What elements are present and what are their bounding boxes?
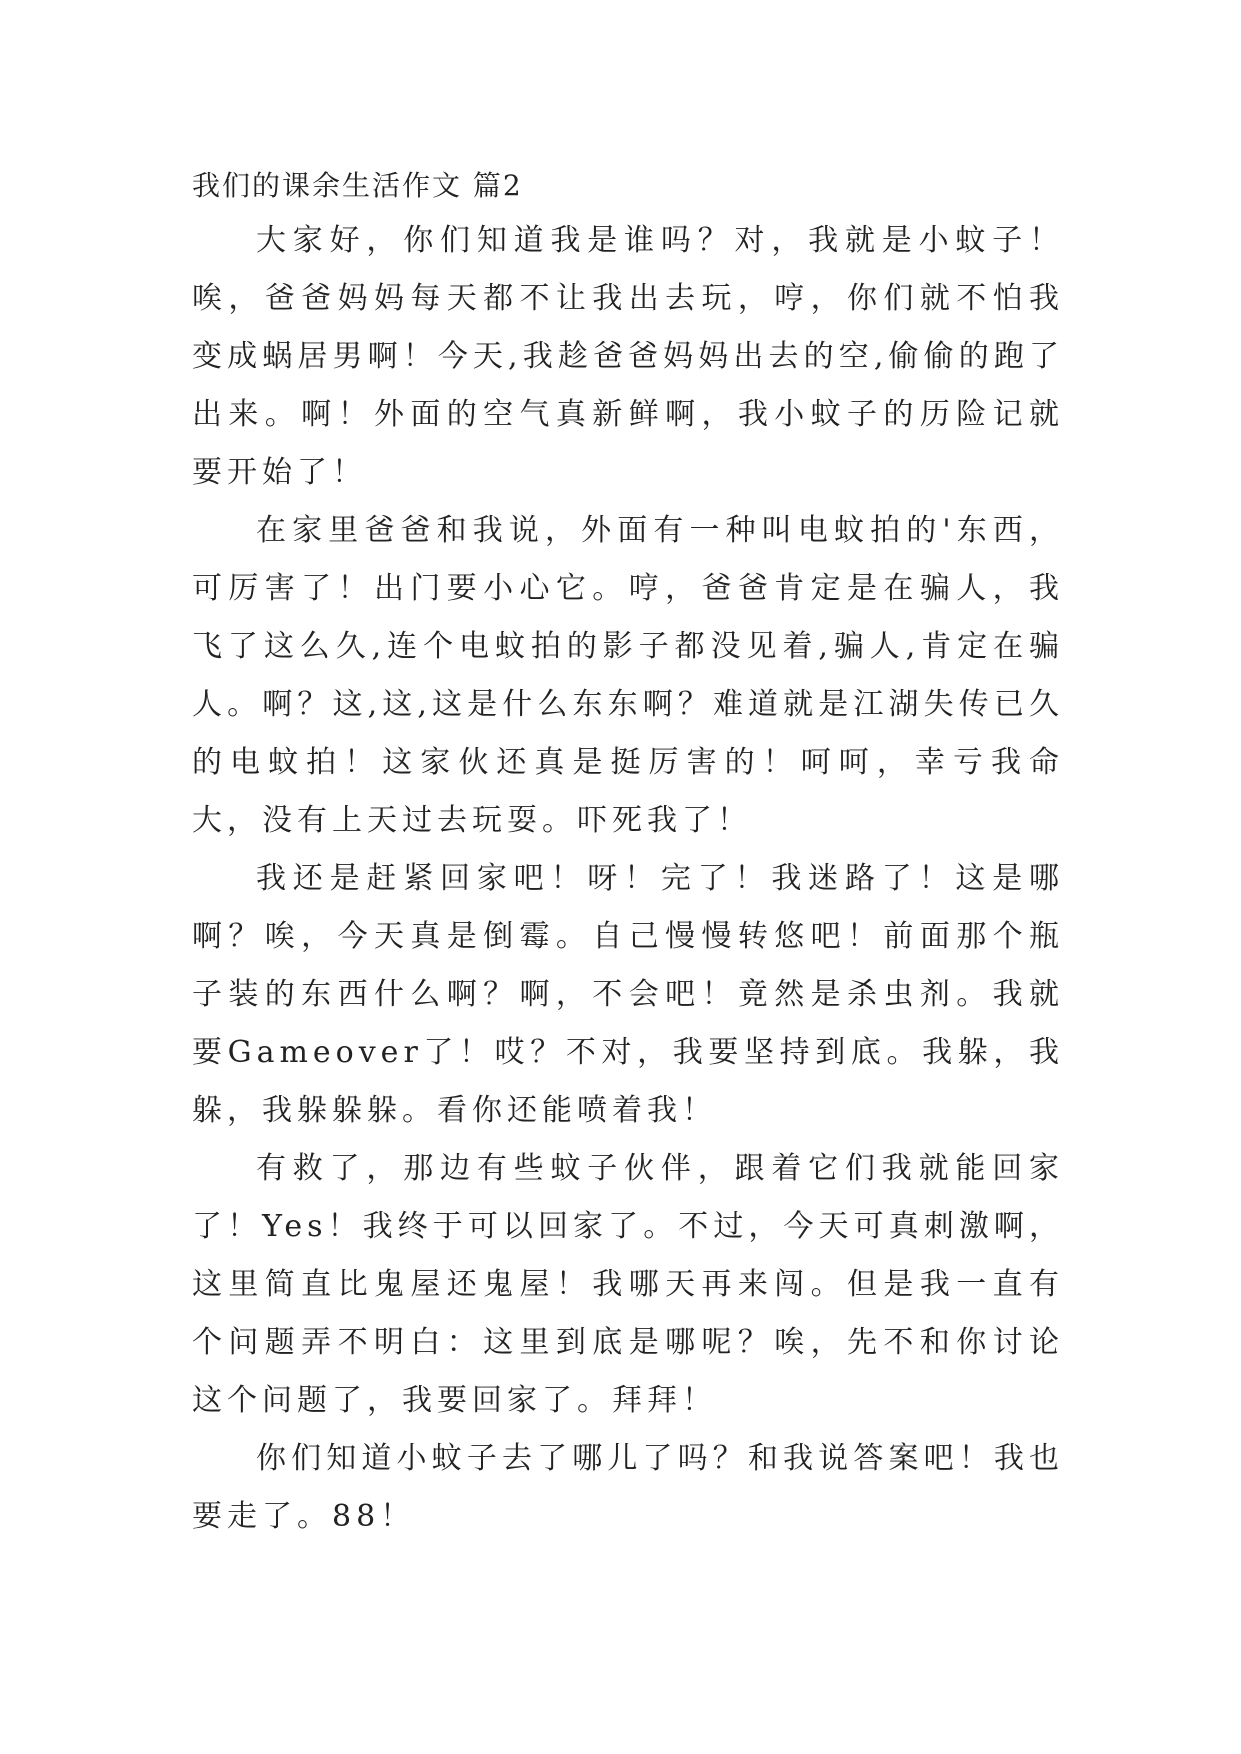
paragraph-3: 我还是赶紧回家吧！呀！完了！我迷路了！这是哪啊？唉，今天真是倒霉。自己慢慢转悠吧！前面那个瓶子装的东西什么啊？啊，不会吧！竟然是杀虫剂。我就要Gameover了！哎？不对，我要坚持到底。我躲，我躲，我躲躲躲。看你还能喷着我！ (192, 861, 1064, 1128)
paragraph-2: 在家里爸爸和我说，外面有一种叫电蚊拍的'东西，可厉害了！出门要小心它。哼，爸爸肯定是在骗人，我飞了这么久,连个电蚊拍的影子都没见着,骗人,肯定在骗人。啊？这,这,这是什么东东啊？难道就是江湖失传已久的电蚊拍！这家伙还真是挺厉害的！呵呵，幸亏我命大，没有上天过去玩耍。吓死我了！ (192, 513, 1064, 838)
paragraph-4: 有救了，那边有些蚊子伙伴，跟着它们我就能回家了！Yes！我终于可以回家了。不过，今天可真刺激啊，这里简直比鬼屋还鬼屋！我哪天再来闯。但是我一直有个问题弄不明白：这里到底是哪呢？唉，先不和你讨论这个问题了，我要回家了。拜拜！ (192, 1151, 1064, 1418)
paragraph-5: 你们知道小蚊子去了哪儿了吗？和我说答案吧！我也要走了。88！ (192, 1441, 1064, 1534)
paragraph-1: 大家好，你们知道我是谁吗？对，我就是小蚊子！唉，爸爸妈妈每天都不让我出去玩，哼，你们就不怕我变成蜗居男啊！今天,我趁爸爸妈妈出去的空,偷偷的跑了出来。啊！外面的空气真新鲜啊，我小蚊子的历险记就要开始了！ (192, 223, 1064, 490)
document-title: 我们的课余生活作文 篇2 (192, 169, 523, 202)
document-page (192, 168, 1064, 1546)
